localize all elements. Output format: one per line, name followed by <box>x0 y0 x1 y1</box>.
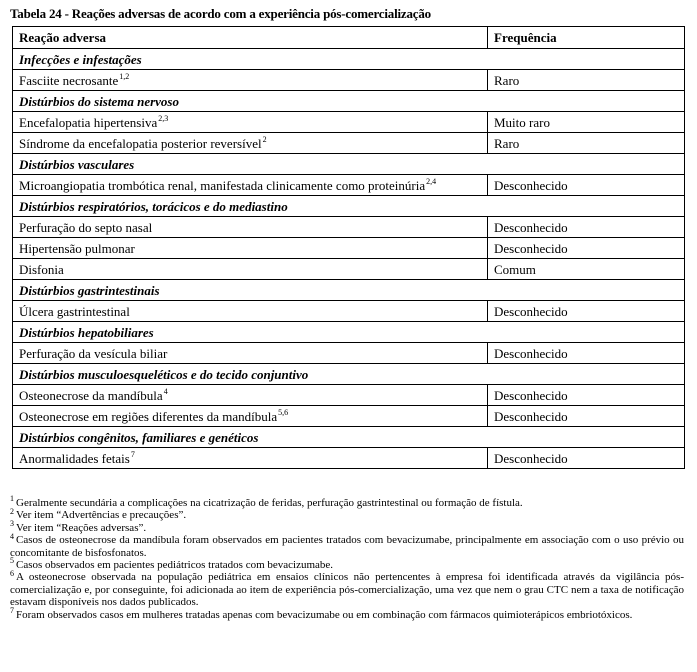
frequency-cell: Desconhecido <box>488 217 685 238</box>
reaction-text: Hipertensão pulmonar <box>19 240 135 256</box>
footnote-reference: 2,4 <box>426 177 437 187</box>
table-row <box>13 301 685 322</box>
footnote-number: 6 <box>10 568 14 578</box>
footnote <box>10 506 684 522</box>
category-label: Distúrbios hepatobiliares <box>13 322 685 343</box>
category-row <box>13 91 685 112</box>
reaction-text: Osteonecrose da mandíbula <box>19 387 163 403</box>
table-row <box>13 385 685 406</box>
footnote <box>10 531 684 559</box>
footnote-number: 7 <box>10 606 14 615</box>
frequency-cell: Muito raro <box>488 112 685 133</box>
footnote <box>10 568 684 609</box>
category-row <box>13 280 685 301</box>
table-row <box>13 112 685 133</box>
table-row <box>13 448 685 469</box>
frequency-cell: Desconhecido <box>488 238 685 259</box>
category-label: Distúrbios musculoesqueléticos e do tecido conjuntivo <box>13 364 685 385</box>
footnote <box>10 494 684 509</box>
footnote-reference: 1,2 <box>119 72 130 82</box>
frequency-cell: Desconhecido <box>488 406 685 427</box>
frequency-cell: Raro <box>488 70 685 91</box>
footnote <box>10 519 684 534</box>
category-row <box>13 49 685 70</box>
table-header-row <box>13 27 685 49</box>
footnote-text: Casos de osteonecrose da mandíbula foram observados em pacientes tratados com bevacizumabe, principalmente em associação com o uso prévio ou concomitante de bisfosfonatos. <box>10 534 684 559</box>
reaction-text: Anormalidades fetais <box>19 450 130 466</box>
table-row <box>13 70 685 91</box>
frequency-cell: Desconhecido <box>488 343 685 364</box>
table-row <box>13 238 685 259</box>
category-label: Distúrbios congênitos, familiares e genéticos <box>13 427 685 448</box>
footnote-text: Geralmente secundária a complicações na cicatrização de feridas, perfuração gastrintestinal ou formação de fístula. <box>16 497 523 509</box>
category-label: Distúrbios respiratórios, torácicos e do mediastino <box>13 196 685 217</box>
reaction-text: Fasciite necrosante <box>19 72 119 88</box>
footnote-text: A osteonecrose observada na população pediátrica em ensaios clínicos não pertencentes à empresa foi identificada através da vigilância pós-comercialização e, por conseguinte, foi adicionada ao item de experiência pós-comercialização, uma vez que nem o grau CTC nem a taxa de notificação estavam disponíveis nos dados publicados. <box>10 571 684 609</box>
footnote-number: 4 <box>10 531 14 541</box>
footnote-text: Ver item “Advertências e precauções”. <box>16 509 187 522</box>
reaction-text: Encefalopatia hipertensiva <box>19 114 158 130</box>
footnote-text: Casos observados em pacientes pediátricos tratados com bevacizumabe. <box>16 559 334 572</box>
adverse-reactions-table <box>12 26 685 469</box>
category-row <box>13 427 685 448</box>
reaction-text: Perfuração do septo nasal <box>19 219 153 235</box>
reaction-cell <box>13 406 488 427</box>
footnote-number: 5 <box>10 556 14 566</box>
reaction-cell <box>13 385 488 406</box>
footnote-reference: 2,3 <box>158 114 169 124</box>
footnote <box>10 556 684 572</box>
footnote-reference: 5,6 <box>278 408 289 418</box>
reaction-text: Síndrome da encefalopatia posterior reversível <box>19 135 262 151</box>
table-body <box>13 49 685 469</box>
footnote-number: 1 <box>10 494 14 504</box>
category-row <box>13 364 685 385</box>
footnote-reference: 7 <box>130 450 135 460</box>
reaction-cell <box>13 133 488 154</box>
table-title: Tabela 24 - Reações adversas de acordo com a experiência pós-comercialização <box>10 6 431 21</box>
footnote-number: 2 <box>10 506 14 516</box>
footnote-text: Foram observados casos em mulheres tratadas apenas com bevacizumabe ou em combinação com fármacos quimioterápicos embriotóxicos. <box>16 608 633 621</box>
reaction-cell <box>13 217 488 238</box>
reaction-text: Microangiopatia trombótica renal, manifestada clinicamente como proteinúria <box>19 177 426 193</box>
reaction-text: Disfonia <box>19 261 64 277</box>
reaction-cell <box>13 448 488 469</box>
frequency-cell: Desconhecido <box>488 175 685 196</box>
table-row <box>13 175 685 196</box>
category-row <box>13 196 685 217</box>
table-row <box>13 217 685 238</box>
frequency-cell: Desconhecido <box>488 385 685 406</box>
reaction-cell <box>13 301 488 322</box>
table-row <box>13 406 685 427</box>
category-label: Distúrbios do sistema nervoso <box>13 91 685 112</box>
reaction-text: Osteonecrose em regiões diferentes da mandíbula <box>19 408 278 424</box>
table-row <box>13 133 685 154</box>
frequency-cell: Comum <box>488 259 685 280</box>
reaction-cell <box>13 70 488 91</box>
reaction-cell <box>13 175 488 196</box>
frequency-cell: Desconhecido <box>488 301 685 322</box>
footnotes <box>10 494 684 621</box>
table-row <box>13 343 685 364</box>
frequency-cell: Raro <box>488 133 685 154</box>
header-reaction: Reação adversa <box>13 27 488 49</box>
footnote-number: 3 <box>10 519 14 529</box>
footnote <box>10 606 684 621</box>
category-row <box>13 322 685 343</box>
frequency-cell: Desconhecido <box>488 448 685 469</box>
reaction-text: Úlcera gastrintestinal <box>19 303 130 319</box>
category-label: Distúrbios vasculares <box>13 154 685 175</box>
table-row <box>13 259 685 280</box>
category-row <box>13 154 685 175</box>
category-label: Distúrbios gastrintestinais <box>13 280 685 301</box>
reaction-cell <box>13 259 488 280</box>
header-frequency: Frequência <box>488 27 685 49</box>
reaction-cell <box>13 238 488 259</box>
footnote-reference: 4 <box>163 387 168 397</box>
reaction-cell <box>13 343 488 364</box>
footnote-text: Ver item “Reações adversas”. <box>16 521 147 534</box>
category-label: Infecções e infestações <box>13 49 685 70</box>
footnote-reference: 2 <box>262 135 267 145</box>
reaction-cell <box>13 112 488 133</box>
reaction-text: Perfuração da vesícula biliar <box>19 345 168 361</box>
